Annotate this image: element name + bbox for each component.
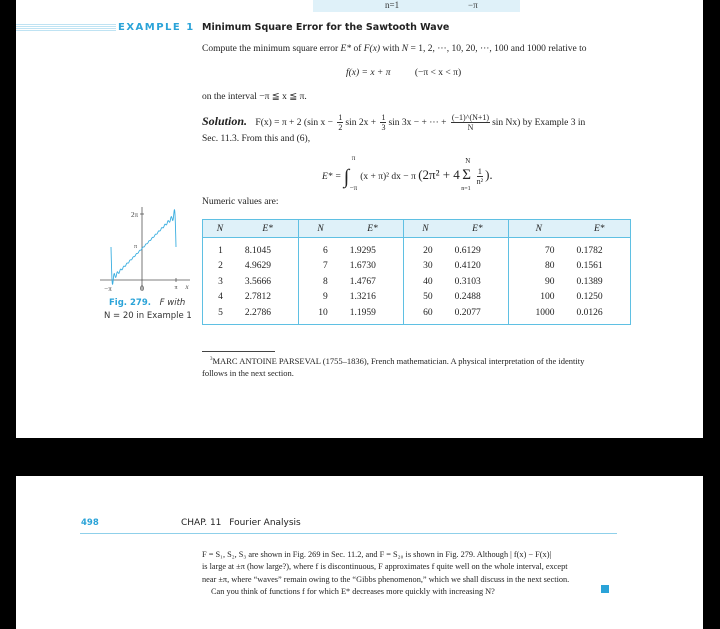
cell-n: 100	[509, 290, 569, 306]
text: (2π² + 4	[418, 167, 460, 182]
cell-n: 80	[509, 259, 569, 275]
cell-estar: 1.1959	[349, 307, 376, 318]
y-tick-label-2pi: 2π	[130, 211, 138, 219]
text: F(x)	[363, 44, 381, 54]
cell-estar: 0.2077	[454, 307, 481, 318]
column-header-estar: E*	[569, 220, 631, 238]
text: sin 2x +	[345, 118, 379, 128]
column-header-estar: E*	[342, 220, 404, 238]
text: = 1, 2, ···, 10, 20, ···, 100 and 1000 relative to	[408, 44, 587, 54]
x-tick-label-pi: π	[174, 285, 178, 291]
cell-estar: 3.5666	[244, 276, 272, 287]
text: 1	[338, 113, 343, 123]
column-header-estar: E*	[447, 220, 509, 238]
cell-estar: 1.9295	[349, 245, 376, 256]
fraction	[477, 167, 483, 186]
paragraph-line: F = S₁, S₂, S₃ are shown in Fig. 269 in Sec. 11.2, and F = S₂₀ is shown in Fig. 279. Although | f(x) − F(x)|	[202, 550, 552, 559]
x-axis-label: x	[185, 283, 189, 291]
cell-estar: 0.0126	[576, 307, 603, 318]
text: 2	[338, 123, 343, 133]
fraction	[337, 113, 343, 132]
text: F(x) = π + 2 (sin x −	[255, 118, 336, 128]
fraction	[451, 113, 490, 132]
text: n²	[476, 177, 484, 187]
error-formula	[322, 153, 493, 192]
text: sin Nx) by Example 3 in	[492, 118, 586, 128]
cell-estar: 0.3103	[454, 276, 481, 287]
paragraph-line: near ±π, where “waves” remain owing to the “Gibbs phenomenon,” which we shall discuss in the next section.	[202, 574, 570, 584]
running-header	[181, 518, 301, 528]
cell-estar: 4.9629	[244, 261, 272, 272]
figure-number: Fig. 279.	[109, 298, 151, 308]
example-label: EXAMPLE 1	[118, 22, 195, 33]
cell-n: 1	[218, 245, 223, 256]
example-decorative-lines	[16, 24, 116, 32]
table-row	[203, 238, 631, 259]
numeric-values-label: Numeric values are:	[202, 197, 279, 207]
sum-sign	[461, 157, 474, 192]
chapter-number: CHAP. 11	[181, 518, 222, 528]
text: Σ	[462, 167, 471, 183]
solution-label: Solution.	[202, 114, 248, 128]
text: (−1)^(N+1)	[451, 113, 490, 123]
paragraph-line: Can you think of functions f for which E* decreases more quickly with increasing N?	[211, 586, 495, 596]
cell-n: 1000	[509, 305, 569, 324]
formula-box-fragment	[313, 0, 520, 12]
chapter-title: Fourier Analysis	[229, 518, 301, 528]
text: n=1	[461, 186, 471, 192]
cell-estar: 0.2488	[454, 292, 481, 303]
text: N	[401, 44, 409, 54]
error-values-table	[202, 219, 631, 325]
cell-n: 40	[404, 274, 447, 290]
cell-n: 4	[218, 292, 223, 303]
header-rule	[80, 533, 617, 534]
banner-text-right: −π	[468, 0, 478, 10]
cell-n: 9	[299, 290, 342, 306]
text: 3	[381, 123, 386, 133]
text: with	[380, 44, 402, 54]
table-row	[203, 259, 631, 275]
column-header-estar: E*	[237, 220, 299, 238]
cell-n: 6	[299, 238, 342, 259]
end-of-example-marker	[601, 585, 609, 593]
cell-estar: 0.1782	[576, 245, 603, 256]
cell-estar: 8.1045	[244, 245, 272, 256]
sawtooth-figure	[16, 200, 196, 300]
cell-estar: 1.4767	[349, 276, 376, 287]
cell-estar: 0.6129	[454, 245, 481, 256]
column-header-n: N	[404, 220, 447, 238]
cell-estar: 0.1561	[576, 261, 603, 272]
text: ).	[485, 167, 493, 182]
paragraph-line: is large at ±π (how large?), where f is discontinuous, F approximates f quite well on the whole interval, except	[202, 562, 568, 572]
text: N	[467, 123, 474, 133]
column-header-n: N	[203, 220, 237, 238]
text: MARC ANTOINE PARSEVAL (1755–1836), French mathematician. A physical interpretation of the identity	[212, 356, 585, 366]
cell-n: 20	[404, 238, 447, 259]
text: E* =	[322, 172, 344, 182]
column-header-n: N	[299, 220, 342, 238]
cell-estar: 2.2786	[244, 307, 272, 318]
text: E*	[340, 44, 352, 54]
interval-text: on the interval −π ≦ x ≦ π.	[202, 92, 307, 102]
cell-n: 60	[404, 305, 447, 324]
textbook-page-bottom	[16, 476, 703, 629]
cell-n: 50	[404, 290, 447, 306]
figure-caption-line2: N = 20 in Example 1	[104, 311, 192, 321]
text: f(x) = x + π	[346, 68, 391, 78]
cell-n: 10	[299, 305, 342, 324]
text: (x + π)² dx − π	[360, 172, 416, 182]
integral-sign	[343, 153, 358, 192]
x-tick-label-zero: 0	[140, 284, 144, 293]
textbook-page-top	[16, 0, 703, 438]
figure-caption-line1	[109, 298, 185, 308]
text: Compute the minimum square error	[202, 44, 341, 54]
cell-n: 3	[218, 276, 223, 287]
table-row	[203, 274, 631, 290]
text: sin 3x − + ··· +	[388, 118, 449, 128]
cell-n: 30	[404, 259, 447, 275]
cell-n: 8	[299, 274, 342, 290]
solution-line	[202, 110, 585, 134]
cell-estar: 2.7812	[244, 292, 272, 303]
footnote-marker: 3	[210, 357, 213, 363]
text: π	[351, 153, 356, 162]
partial-sum-curve	[111, 210, 176, 284]
cell-estar: 1.6730	[349, 261, 376, 272]
cell-n: 2	[218, 261, 223, 272]
footnote-divider	[202, 351, 275, 352]
page-number: 498	[81, 518, 99, 528]
table-header-row	[203, 220, 631, 238]
y-tick-label-pi: π	[133, 244, 137, 250]
example-intro	[202, 44, 587, 54]
text: 1	[381, 113, 386, 123]
example-title: Minimum Square Error for the Sawtooth Wave	[202, 22, 450, 33]
x-tick-label-neg-pi: −π	[104, 285, 112, 293]
text: F with	[159, 298, 186, 308]
text: −π	[349, 183, 358, 192]
cell-estar: 0.4120	[454, 261, 481, 272]
cell-n: 7	[299, 259, 342, 275]
cell-estar: 0.1250	[576, 292, 603, 303]
footnote-line2: follows in the next section.	[202, 368, 294, 378]
fraction	[380, 113, 386, 132]
cell-estar: 0.1389	[576, 276, 603, 287]
text: of	[351, 44, 364, 54]
text: 1	[477, 167, 482, 177]
text: (−π < x < π)	[414, 68, 462, 78]
text: N	[465, 157, 471, 165]
cell-n: 90	[509, 274, 569, 290]
body-paragraph	[202, 549, 569, 598]
table-row	[203, 290, 631, 306]
footnote-line1	[210, 356, 584, 366]
section-reference: Sec. 11.3. From this and (6),	[202, 134, 311, 144]
cell-estar: 1.3216	[349, 292, 376, 303]
table-row	[203, 305, 631, 324]
column-header-n: N	[509, 220, 569, 238]
text: ∫	[343, 165, 350, 188]
cell-n: 70	[509, 238, 569, 259]
cell-n: 5	[218, 307, 223, 318]
function-definition	[346, 68, 461, 78]
banner-text-left: n=1	[385, 0, 400, 10]
